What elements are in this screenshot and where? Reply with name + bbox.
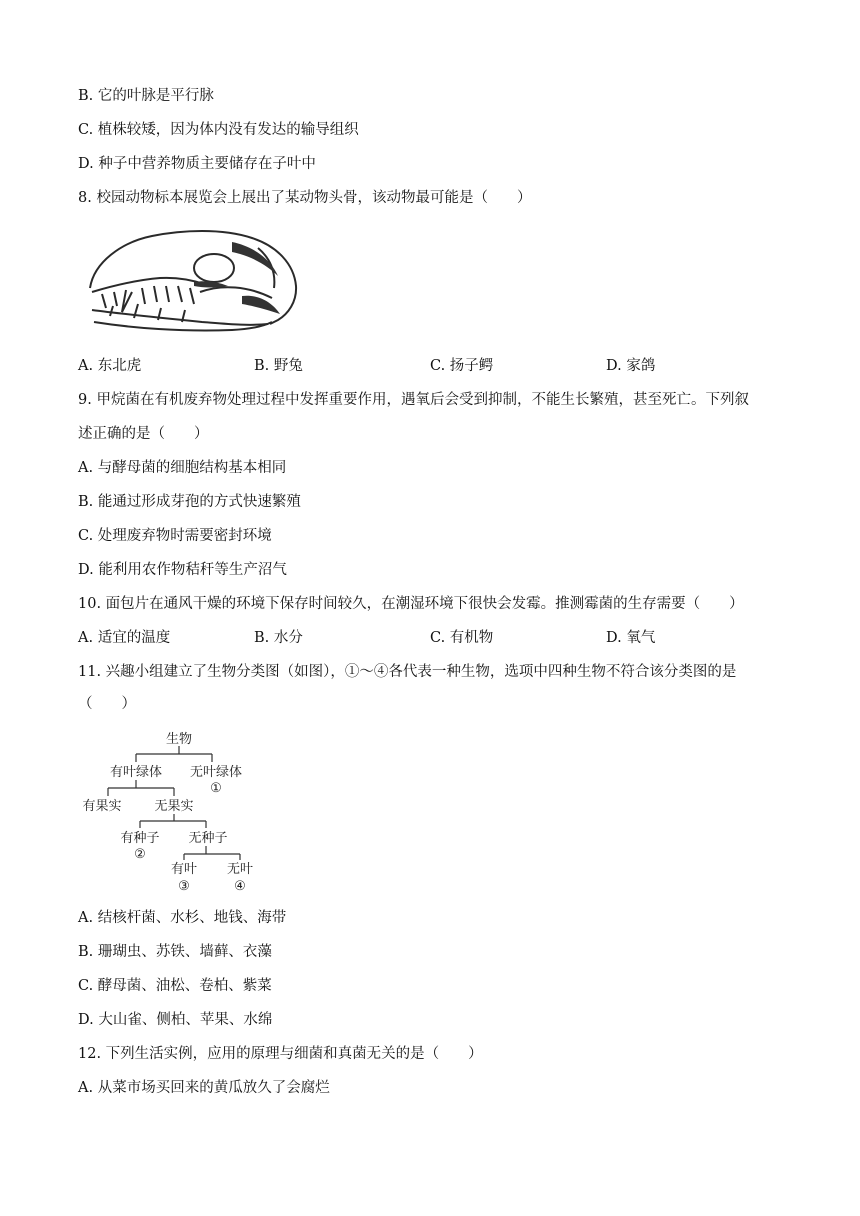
tree-no-fruit: 无果实 <box>154 799 194 814</box>
q7-option-c: C. 植株较矮，因为体内没有发达的输导组织 <box>78 122 359 138</box>
q8-option-d: D. 家鸽 <box>606 358 656 374</box>
q10-option-c: C. 有机物 <box>430 630 494 646</box>
q9-stem-line1: 9. 甲烷菌在有机废弃物处理过程中发挥重要作用，遇氧后会受到抑制，不能生长繁殖，甚至死亡。下列叙 <box>78 392 749 408</box>
tree-num-1: ① <box>210 781 222 796</box>
q11-option-d: D. 大山雀、侧柏、苹果、水绵 <box>78 1012 273 1028</box>
q11-option-a: A. 结核杆菌、水杉、地钱、海带 <box>78 910 287 926</box>
q10-option-b: B. 水分 <box>254 630 303 646</box>
q8-option-c: C. 扬子鳄 <box>430 358 494 374</box>
tree-has-seed: 有种子 <box>120 831 160 846</box>
q7-option-d: D. 种子中营养物质主要储存在子叶中 <box>78 156 316 172</box>
q10-option-d: D. 氧气 <box>606 630 656 646</box>
tree-has-chloroplast: 有叶绿体 <box>109 765 163 780</box>
classification-tree-diagram <box>78 728 268 898</box>
q9-option-c: C. 处理废弃物时需要密封环境 <box>78 528 272 544</box>
q10-option-a: A. 适宜的温度 <box>78 630 171 646</box>
q11-stem-line2: （ ） <box>78 696 136 712</box>
animal-skull-image <box>82 222 304 340</box>
q11-stem-line1: 11. 兴趣小组建立了生物分类图（如图），①～④各代表一种生物，选项中四种生物不符合该分类图的是 <box>78 664 737 680</box>
tree-root-label: 生物 <box>165 732 193 747</box>
q11-option-b: B. 珊瑚虫、苏铁、墙藓、衣藻 <box>78 944 272 960</box>
q8-option-b: B. 野兔 <box>254 358 303 374</box>
q12-option-a: A. 从菜市场买回来的黄瓜放久了会腐烂 <box>78 1080 330 1096</box>
tree-num-4: ④ <box>234 879 246 894</box>
tree-has-fruit: 有果实 <box>82 799 122 814</box>
q9-option-a: A. 与酵母菌的细胞结构基本相同 <box>78 460 287 476</box>
tree-no-chloroplast: 无叶绿体 <box>189 765 243 780</box>
tree-no-leaf: 无叶 <box>226 862 254 877</box>
q9-option-b: B. 能通过形成芽孢的方式快速繁殖 <box>78 494 301 510</box>
q8-option-a: A. 东北虎 <box>78 358 142 374</box>
tree-no-seed: 无种子 <box>188 831 228 846</box>
q7-option-b: B. 它的叶脉是平行脉 <box>78 88 214 104</box>
q8-stem: 8. 校园动物标本展览会上展出了某动物头骨，该动物最可能是（ ） <box>78 190 532 206</box>
tree-has-leaf: 有叶 <box>170 862 198 877</box>
q9-option-d: D. 能利用农作物秸秆等生产沼气 <box>78 562 287 578</box>
q12-stem: 12. 下列生活实例，应用的原理与细菌和真菌无关的是（ ） <box>78 1046 483 1062</box>
tree-num-2: ② <box>134 847 146 862</box>
q10-stem: 10. 面包片在通风干燥的环境下保存时间较久，在潮湿环境下很快会发霉。推测霉菌的生存需要（ ） <box>78 596 744 612</box>
q9-stem-line2: 述正确的是（ ） <box>78 426 209 442</box>
tree-num-3: ③ <box>178 879 190 894</box>
q11-option-c: C. 酵母菌、油松、卷柏、紫菜 <box>78 978 272 994</box>
